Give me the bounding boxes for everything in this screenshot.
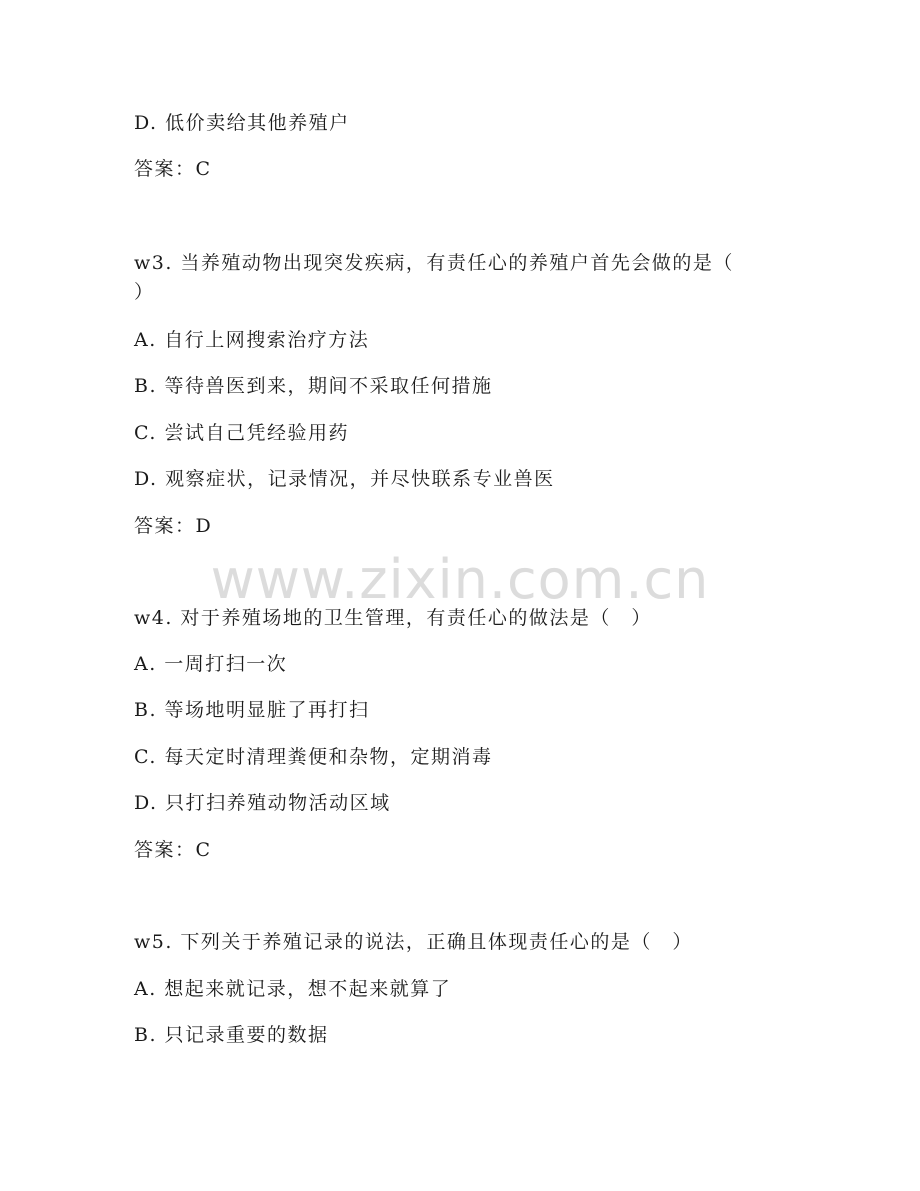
q3-option-d: D. 观察症状，记录情况，并尽快联系专业兽医 xyxy=(134,468,555,490)
q4-answer: 答案：C xyxy=(134,839,212,861)
q3-option-a: A. 自行上网搜索治疗方法 xyxy=(134,329,370,351)
q4-option-c: C. 每天定时清理粪便和杂物，定期消毒 xyxy=(134,746,493,768)
q5-option-b: B. 只记录重要的数据 xyxy=(134,1024,329,1046)
q3-option-b: B. 等待兽医到来，期间不采取任何措施 xyxy=(134,375,493,397)
q3-answer: 答案：D xyxy=(134,515,213,537)
q4-question: w4. 对于养殖场地的卫生管理，有责任心的做法是（ ） xyxy=(134,607,652,629)
q5-option-a: A. 想起来就记录，想不起来就算了 xyxy=(134,978,452,1000)
q4-option-b: B. 等场地明显脏了再打扫 xyxy=(134,699,370,721)
q3-question: w3. 当养殖动物出现突发疾病，有责任心的养殖户首先会做的是（ xyxy=(134,252,734,274)
q2-option-d: D. 低价卖给其他养殖户 xyxy=(134,112,350,134)
q3-question-cont: ） xyxy=(134,281,155,303)
q3-option-c: C. 尝试自己凭经验用药 xyxy=(134,422,349,444)
q2-answer: 答案：C xyxy=(134,158,212,180)
q4-option-a: A. 一周打扫一次 xyxy=(134,653,288,675)
watermark: www.zixin.com.cn xyxy=(210,548,710,611)
q5-question: w5. 下列关于养殖记录的说法，正确且体现责任心的是（ ） xyxy=(134,931,693,953)
q4-option-d: D. 只打扫养殖动物活动区域 xyxy=(134,792,391,814)
